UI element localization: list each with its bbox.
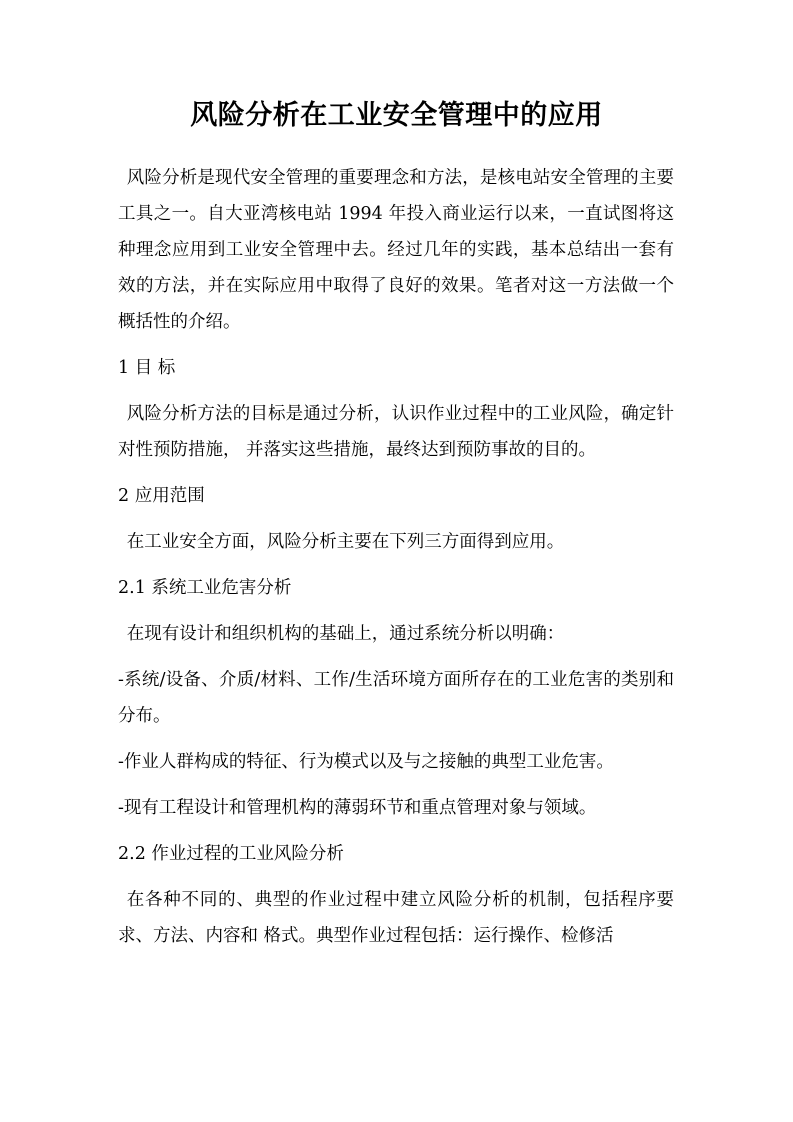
section-heading-2: 2 应用范围 [118, 486, 205, 506]
intro-paragraph: 风险分析是现代安全管理的重要理念和方法，是核电站安全管理的主要工具之一。自大亚湾核电站 1994 年投入商业运行以来，一直试图将这种理念应用到工业安全管理中去。经过几年的实践，基本总结出一套有效的方法，并在实际应用中取得了良好的效果。笔者对这一方法做一个概括性的介绍。 [118, 168, 674, 332]
section-heading-2-1: 2.1 系统工业危害分析 [118, 578, 292, 598]
goal-paragraph: 风险分析方法的目标是通过分析，认识作业过程中的工业风险，确定针对性预防措施， 并落实这些措施，最终达到预防事故的目的。 [118, 404, 674, 460]
system-analysis-paragraph: 在现有设计和组织机构的基础上，通过系统分析以明确： [126, 624, 565, 644]
document-body [118, 160, 674, 964]
page-title: 风险分析在工业安全管理中的应用 [190, 100, 603, 131]
section-heading-2-2: 2.2 作业过程的工业风险分析 [118, 844, 344, 864]
section-heading-1: 1 目 标 [118, 358, 176, 378]
process-analysis-paragraph: 在各种不同的、典型的作业过程中建立风险分析的机制，包括程序要求、方法、内容和 格式。典型作业过程包括：运行操作、检修活 [118, 890, 674, 946]
list-item: -作业人群构成的特征、行为模式以及与之接触的典型工业危害。 [118, 752, 614, 772]
list-item: -系统/设备、介质/材料、工作/生活环境方面所存在的工业危害的类别和分布。 [118, 670, 674, 726]
list-item: -现有工程设计和管理机构的薄弱环节和重点管理对象与领域。 [118, 798, 597, 818]
scope-paragraph: 在工业安全方面，风险分析主要在下列三方面得到应用。 [126, 532, 565, 552]
